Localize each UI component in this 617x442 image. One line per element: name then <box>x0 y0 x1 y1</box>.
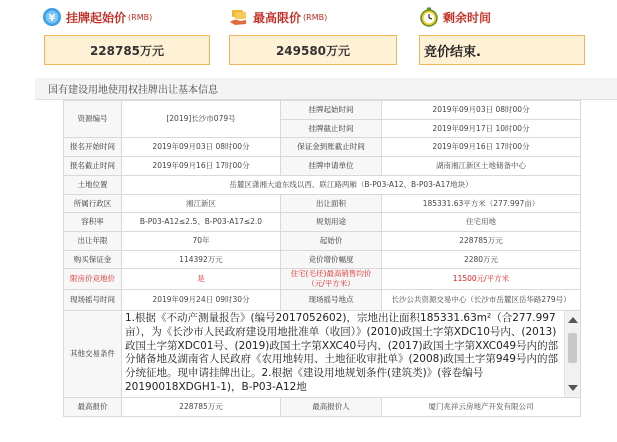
lottery-place-value: 长沙公共资源交易中心（长沙市岳麓区岳华路279号） <box>382 290 581 311</box>
land-use-value: 住宅用地 <box>382 213 581 232</box>
resource-no-value: [2019]长沙市079号 <box>122 101 281 138</box>
plot-ratio-value: B-P03-A12≤2.5、B-P03-A17≤2.0 <box>122 213 281 232</box>
lottery-place-label: 现场摇号地点 <box>281 290 382 311</box>
max-price-panel <box>229 0 399 72</box>
table-row <box>64 311 581 398</box>
starting-price-value: 228785万元 <box>382 232 581 251</box>
signup-end-label: 报名截止时间 <box>64 157 122 176</box>
money-hand-icon <box>229 7 249 27</box>
start-price-value: 228785万元 <box>44 35 210 65</box>
max-price-label: 最高限价 <box>253 10 302 25</box>
lottery-time-label: 现场摇号时间 <box>64 290 122 311</box>
scroll-thumb[interactable] <box>568 333 577 363</box>
listing-start-label: 挂牌起始时间 <box>281 101 382 120</box>
max-price-value: 249580万元 <box>229 35 397 65</box>
table-row <box>64 232 581 251</box>
listing-end-label: 挂牌截止时间 <box>281 120 382 138</box>
listing-start-value: 2019年09月03日 08时00分 <box>382 101 581 120</box>
deposit-deadline-value: 2019年09月16日 17时00分 <box>382 138 581 157</box>
district-value: 湘江新区 <box>122 195 281 213</box>
conditions-scrollbar[interactable] <box>564 311 580 397</box>
other-conditions-text[interactable]: 1.根据《不动产测量报告》(编号2017052602)，宗地出让面积185331.63m²（合277.997亩），为《长沙市人民政府建设用地批准单（收回）》(2010)政国土字第XDC10号内、(2013)政国土字第XDC01号、(2019)政国土字第XXC40号内、(2017)政国土字第XXC049号内的部分储备地及湖南省人民政府《农用地转用、土地征收审批单》(2008)政国土字第949号内的部分统征地。现申请挂牌出让。2.根据《建设用地规划条件(建筑类)》(蓉卷编号20190018XDGH1-1)，B-P03-A12地 <box>125 312 559 393</box>
area-value: 185331.63平方米（277.997亩） <box>382 195 581 213</box>
signup-end-value: 2019年09月16日 17时00分 <box>122 157 281 176</box>
scroll-up-arrow-icon[interactable] <box>568 317 578 323</box>
location-label: 土地位置 <box>64 176 122 195</box>
area-label: 出让面积 <box>281 195 382 213</box>
start-price-panel <box>42 0 212 72</box>
highest-bid-label: 最高报价 <box>64 398 122 417</box>
table-row <box>64 290 581 311</box>
increment-value: 2280万元 <box>382 251 581 269</box>
other-conditions-cell <box>122 311 581 398</box>
table-row <box>64 195 581 213</box>
other-conditions-label: 其他交易条件 <box>64 311 122 398</box>
district-label: 所属行政区 <box>64 195 122 213</box>
location-value: 岳麓区潇湘大道东线以西、联江路两厢（B-P03-A12、B-P03-A17地块） <box>122 176 581 195</box>
starting-price-label: 起始价 <box>281 232 382 251</box>
table-row <box>64 251 581 269</box>
remaining-time-label: 剩余时间 <box>443 10 492 25</box>
lottery-time-value: 2019年09月24日 09时30分 <box>122 290 281 311</box>
highest-bidder-value: 厦门兆祥云房地产开发有限公司 <box>382 398 581 417</box>
start-price-label: 挂牌起始价 <box>66 10 127 25</box>
deposit-deadline-label: 保证金到账截止时间 <box>281 138 382 157</box>
svg-text:¥: ¥ <box>48 13 56 24</box>
table-row <box>64 157 581 176</box>
term-label: 出让年限 <box>64 232 122 251</box>
signup-start-value: 2019年09月03日 08时00分 <box>122 138 281 157</box>
section-title: 国有建设用地使用权挂牌出让基本信息 <box>35 78 617 100</box>
remaining-time-value: 竞价结束. <box>419 35 585 65</box>
increment-label: 竞价增价幅度 <box>281 251 382 269</box>
deposit-label: 购买保证金 <box>64 251 122 269</box>
highest-bid-value: 228785万元 <box>122 398 281 417</box>
highest-bidder-label: 最高报价人 <box>281 398 382 417</box>
scroll-down-arrow-icon[interactable] <box>568 385 578 391</box>
max-sale-price-value: 11500元/平方米 <box>382 269 581 290</box>
applicant-label: 挂牌申请单位 <box>281 157 382 176</box>
signup-start-label: 报名开始时间 <box>64 138 122 157</box>
applicant-value: 湖南湘江新区土地储备中心 <box>382 157 581 176</box>
remaining-time-panel <box>419 0 589 72</box>
price-cap-value: 是 <box>122 269 281 290</box>
start-price-unit: (RMB) <box>128 12 153 22</box>
land-use-label: 规划用途 <box>281 213 382 232</box>
term-value: 70年 <box>122 232 281 251</box>
max-sale-price-label: 住宅(毛坯)最高销售均价（元/平方米） <box>281 269 382 290</box>
table-row <box>64 101 581 120</box>
table-row <box>64 138 581 157</box>
table-row <box>64 398 581 417</box>
table-row <box>64 269 581 290</box>
listing-end-value: 2019年09月17日 10时00分 <box>382 120 581 138</box>
resource-no-label: 资源编号 <box>64 101 122 138</box>
land-info-table <box>63 100 581 417</box>
stopwatch-icon <box>419 7 439 27</box>
deposit-value: 114392万元 <box>122 251 281 269</box>
price-summary <box>0 0 617 72</box>
table-row <box>64 176 581 195</box>
max-price-unit: (RMB) <box>303 12 328 22</box>
price-cap-label: 限房价竞地价 <box>64 269 122 290</box>
plot-ratio-label: 容积率 <box>64 213 122 232</box>
table-row <box>64 213 581 232</box>
coin-icon <box>42 7 62 27</box>
